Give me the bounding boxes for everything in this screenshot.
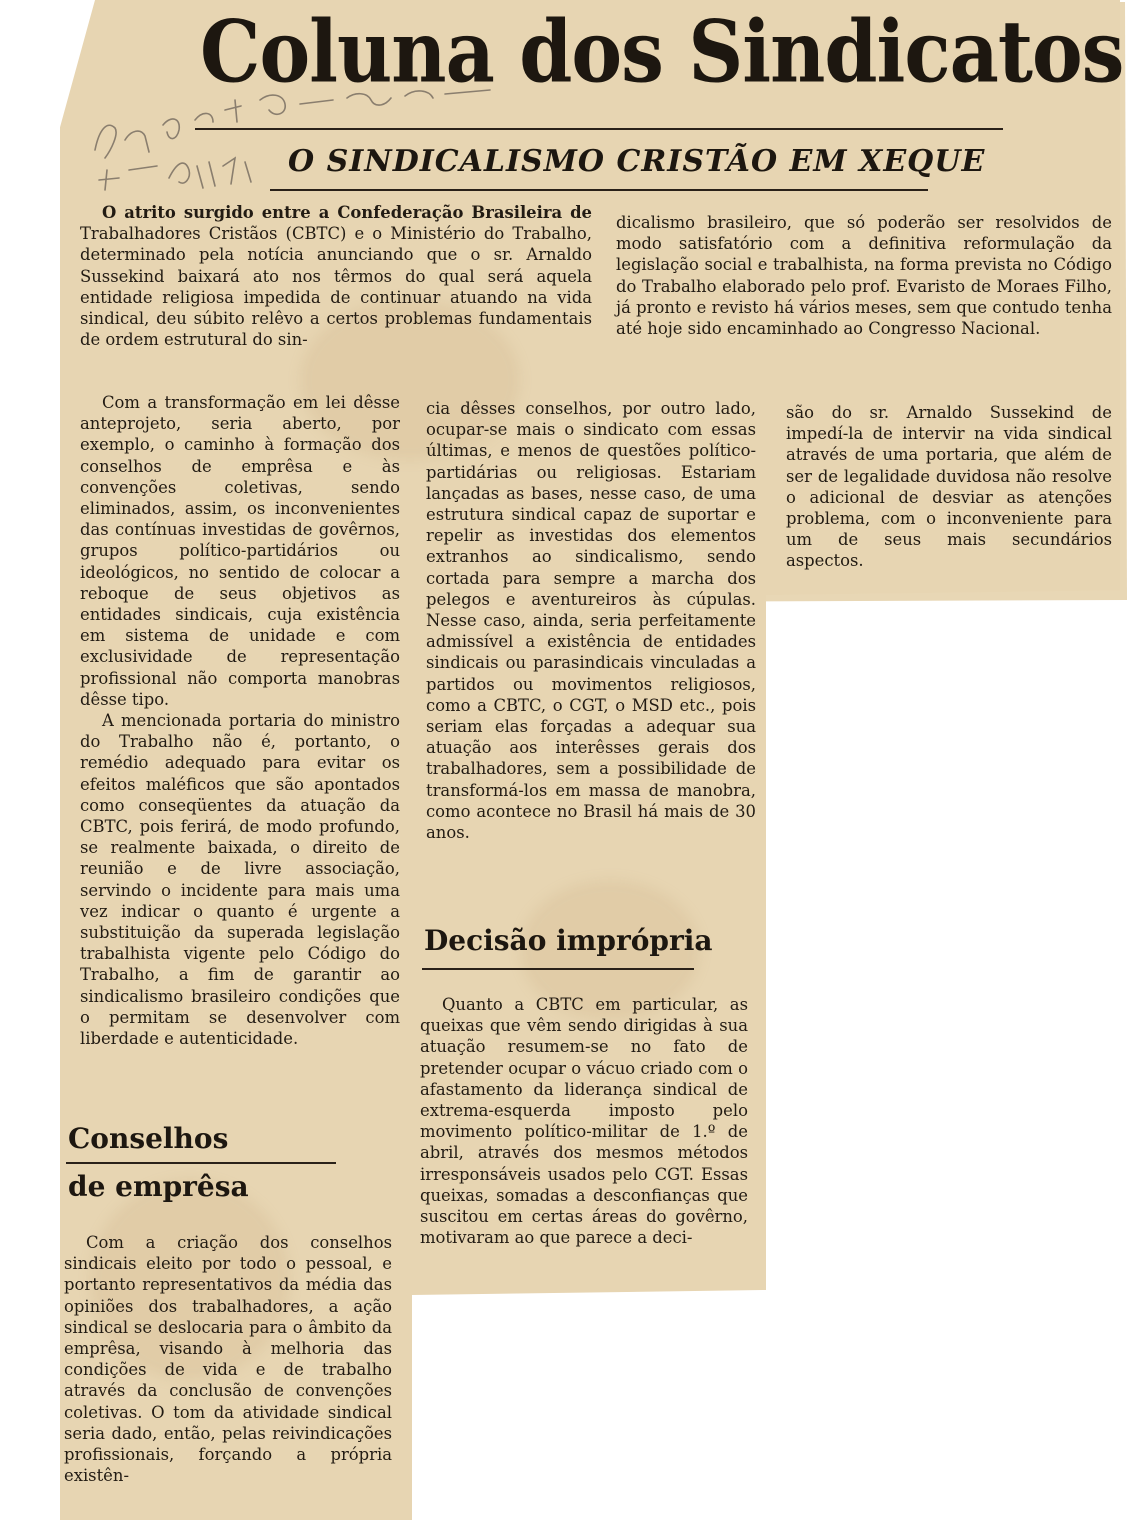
intro-left-text: O atrito surgido entre a Confederação Brasileira de Trabalhadores Cristãos (CBTC) e o Ministério do Trabalho, determinado pela notícia anunciando que o sr. Arnaldo Sussekind baixará ato nos têrmos do qual será aquela entidade religiosa impedida de continuar atuando na vida sindical, deu súbito relêvo a certos problemas fundamentais de ordem estrutural do sin- [80,203,592,350]
column-1-top [80,392,400,1049]
column-2-bottom [420,994,748,1248]
section-heading-conselhos: Conselhos [68,1122,229,1155]
column-1-bottom [64,1232,392,1486]
article-headline: O SINDICALISMO CRISTÃO EM XEQUE [288,144,986,179]
intro-left [80,202,592,350]
headline-rule [270,189,928,191]
pencil-annotation [85,70,505,200]
col1-paragraph-2: A mencionada portaria do ministro do Trabalho não é, portanto, o remédio adequado para evitar os efeitos maléficos que são apontados como conseqüentes da atuação da CBTC, pois ferirá, de modo profundo, se realmente baixada, o direito de reunião e de livre associação, servindo o incidente para mais uma vez indicar o quanto é urgente a substituição da superada legislação trabalhista vigente pelo Código do Trabalho, a fim de garantir ao sindicalismo brasileiro condições que o permitam se desenvolver com liberdade e autenticidade. [80,711,400,1049]
intro-right-text: dicalismo brasileiro, que só poderão ser resolvidos de modo satisfatório com a definitiva reformulação da legislação social e trabalhista, na forma prevista no Código do Trabalho elaborado pelo prof. Evaristo de Moraes Filho, já pronto e revisto há vários meses, sem que contudo tenha até hoje sido encaminhado ao Congresso Nacional. [616,213,1112,339]
section-heading-de-empresa: de emprêsa [68,1170,249,1203]
col1-paragraph-1: Com a transformação em lei dêsse anteprojeto, seria aberto, por exemplo, o caminho à formação dos conselhos de emprêsa e às convenções coletivas, sendo eliminados, assim, os inconvenientes das contínuas investidas de govêrnos, grupos político-partidários ou ideológicos, no sentido de colocar a reboque de seus objetivos as entidades sindicais, cuja existência em sistema de unidade e com exclusividade de representação profissional não comporta manobras dêsse tipo. [80,393,400,709]
col2-paragraph-2: Quanto a CBTC em particular, as queixas que vêm sendo dirigidas à sua atuação resumem-se no fato de pretender ocupar o vácuo criado com o afastamento da liderança sindical de extrema-esquerda imposto pelo movimento político-militar de 1.º de abril, através dos mesmos métodos irresponsáveis usados pelo CGT. Essas queixas, somadas a desconfianças que suscitou em certas áreas do govêrno, motivaram ao que parece a deci- [420,995,748,1248]
column-2-top [426,398,756,843]
masthead-title: Coluna dos Sindicatos [200,2,1124,102]
section-heading-decisao: Decisão imprópria [424,924,713,957]
col3-paragraph-1: são do sr. Arnaldo Sussekind de impedí-la de intervir na vida sindical através de uma portaria, que além de ser de legalidade duvidosa não resolve o adicional de desviar as atenções problema, com o inconveniente para um de seus mais secundários aspectos. [786,403,1112,571]
intro-right [616,212,1112,339]
column-3 [786,402,1112,572]
col2-paragraph-1: cia dêsses conselhos, por outro lado, ocupar-se mais o sindicato com essas últimas, e menos de questões político-partidárias ou religiosas. Estariam lançadas as bases, nesse caso, de uma estrutura sindical capaz de suportar e repelir as investidas dos elementos extranhos ao sindicalismo, sendo cortada para sempre a marcha dos pelegos e aventureiros às cúpulas. Nesse caso, ainda, seria perfeitamente admissível a existência de entidades sindicais ou parasindicais vinculadas a partidos ou movimentos religiosos, como a CBTC, o CGT, o MSD etc., pois seriam elas forçadas a adequar sua atuação aos interêsses gerais dos trabalhadores, sem a possibilidade de transformá-los em massa de manobra, como acontece no Brasil há mais de 30 anos. [426,399,756,843]
col1-paragraph-3: Com a criação dos conselhos sindicais eleito por todo o pessoal, e portanto representativos da média das opiniões dos trabalhadores, a ação sindical se deslocaria para o âmbito da emprêsa, visando à melhoria das condições de vida e de trabalho através da conclusão de convenções coletivas. O tom da atividade sindical seria dado, então, pelas reivindicações profissionais, forçando a própria existên- [64,1233,392,1486]
section-rule [66,1162,336,1164]
section-rule [422,968,694,970]
